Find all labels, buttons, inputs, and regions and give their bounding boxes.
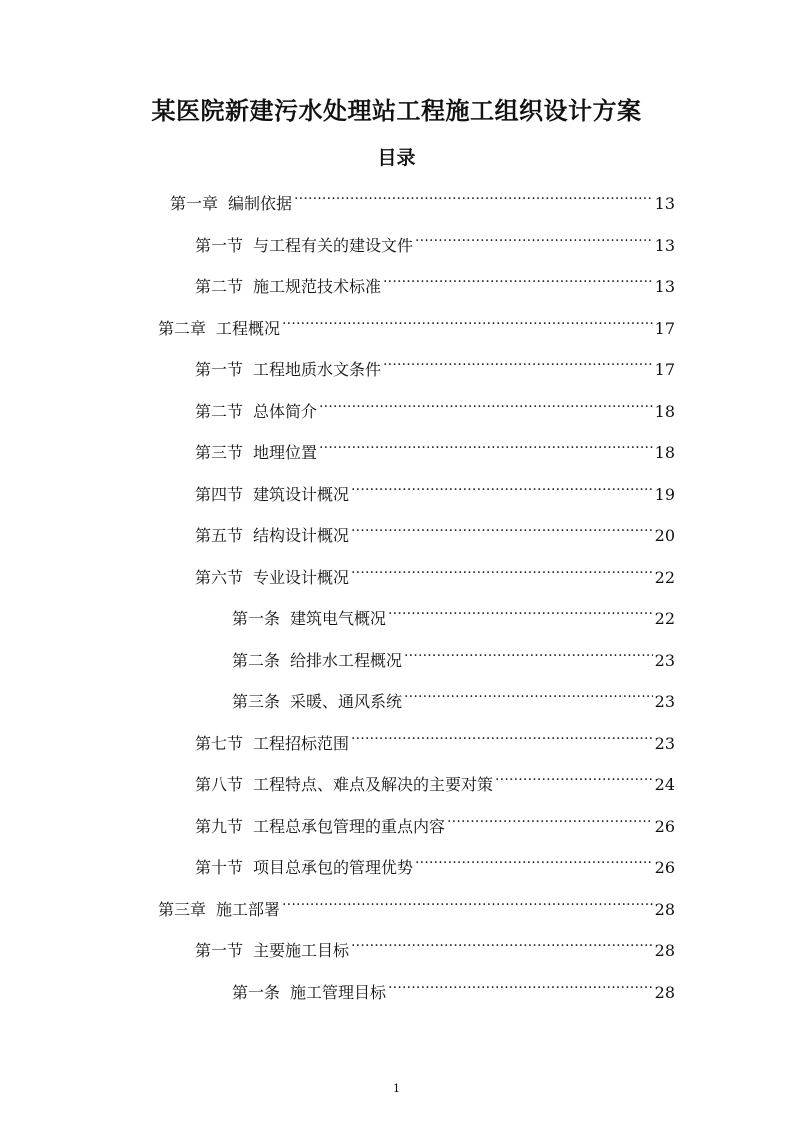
toc-heading: 目录 <box>377 147 416 169</box>
toc-leader-dots <box>383 270 653 292</box>
toc-entry-label: 第八节 <box>195 775 244 794</box>
toc-leader-dots <box>404 644 653 666</box>
toc-entry-page: 23 <box>654 734 675 753</box>
toc-entry-heading: 施工规范技术标准 <box>253 277 382 296</box>
toc-entry-label: 第一节 <box>195 941 244 960</box>
toc-entry[interactable] <box>158 893 675 921</box>
toc-entry-label: 第三条 <box>232 692 281 711</box>
toc-entry-page: 19 <box>654 485 675 504</box>
toc-leader-dots <box>351 519 653 541</box>
toc-entry-heading: 施工管理目标 <box>290 983 387 1002</box>
toc-entry[interactable] <box>195 436 675 464</box>
toc-entry-page: 28 <box>654 900 675 919</box>
toc-entry[interactable] <box>195 561 675 589</box>
toc-entry-label: 第十节 <box>195 858 244 877</box>
toc-entry-page: 13 <box>654 194 675 213</box>
toc-leader-dots <box>495 768 653 790</box>
toc-entry-page: 23 <box>654 651 675 670</box>
toc-entry[interactable] <box>195 851 675 879</box>
toc-leader-dots <box>351 934 653 956</box>
toc-entry[interactable] <box>195 519 675 547</box>
toc-entry-label: 第一章 <box>170 194 219 213</box>
toc-entry-page: 13 <box>654 277 675 296</box>
toc-entry-label: 第二章 <box>158 319 207 338</box>
toc-entry-page: 17 <box>654 360 675 379</box>
toc-entry-heading: 建筑电气概况 <box>290 609 387 628</box>
toc-entry-label: 第四节 <box>195 485 244 504</box>
toc-leader-dots <box>294 187 653 209</box>
toc-entry-page: 23 <box>654 692 675 711</box>
toc-leader-dots <box>351 561 653 583</box>
toc-entry[interactable] <box>195 395 675 423</box>
toc-entry-heading: 工程地质水文条件 <box>253 360 382 379</box>
toc-entry-label: 第一条 <box>232 983 281 1002</box>
toc-entry-heading: 工程概况 <box>216 319 281 338</box>
toc-entry-heading: 工程总承包管理的重点内容 <box>253 817 446 836</box>
toc-entry-label: 第五节 <box>195 526 244 545</box>
toc-entry-page: 24 <box>654 775 675 794</box>
toc-entry-label: 第九节 <box>195 817 244 836</box>
document-title: 某医院新建污水处理站工程施工组织设计方案 <box>151 97 642 125</box>
toc-entry-heading: 工程特点、难点及解决的主要对策 <box>253 775 494 794</box>
toc-leader-dots <box>415 851 653 873</box>
toc-entry-label: 第三章 <box>158 900 207 919</box>
toc-entry-heading: 地理位置 <box>253 443 318 462</box>
toc-entry-page: 17 <box>654 319 675 338</box>
toc-entry-label: 第七节 <box>195 734 244 753</box>
toc-leader-dots <box>319 436 653 458</box>
toc-entry-label: 第一节 <box>195 236 244 255</box>
toc-entry[interactable] <box>232 644 675 672</box>
toc-entry[interactable] <box>195 934 675 962</box>
toc-entry-page: 18 <box>654 443 675 462</box>
toc-entry-page: 18 <box>654 402 675 421</box>
toc-entry-page: 22 <box>654 568 675 587</box>
toc-entry[interactable] <box>195 478 675 506</box>
toc-entry-page: 13 <box>654 236 675 255</box>
toc-leader-dots <box>282 893 653 915</box>
toc-leader-dots <box>447 810 653 832</box>
toc-leader-dots <box>383 353 653 375</box>
toc-entry[interactable] <box>195 810 675 838</box>
toc-entry[interactable] <box>232 976 675 1004</box>
toc-entry-label: 第一节 <box>195 360 244 379</box>
toc-entry-heading: 总体简介 <box>253 402 318 421</box>
toc-entry-heading: 编制依据 <box>228 194 293 213</box>
toc-entry-heading: 项目总承包的管理优势 <box>253 858 414 877</box>
toc-entry-page: 28 <box>654 983 675 1002</box>
toc-leader-dots <box>404 685 653 707</box>
toc-leader-dots <box>319 395 653 417</box>
toc-entry-heading: 给排水工程概况 <box>290 651 403 670</box>
toc-entry-page: 26 <box>654 858 675 877</box>
toc-entry[interactable] <box>170 187 675 215</box>
toc-entry-heading: 与工程有关的建设文件 <box>253 236 414 255</box>
toc-entry[interactable] <box>195 353 675 381</box>
toc-entry-page: 20 <box>654 526 675 545</box>
toc-leader-dots <box>388 976 653 998</box>
toc-leader-dots <box>388 602 653 624</box>
toc-entry-heading: 专业设计概况 <box>253 568 350 587</box>
toc-entry-heading: 主要施工目标 <box>253 941 350 960</box>
toc-leader-dots <box>351 727 653 749</box>
toc-entry[interactable] <box>232 685 675 713</box>
toc-entry-label: 第二条 <box>232 651 281 670</box>
toc-leader-dots <box>351 478 653 500</box>
toc-leader-dots <box>282 312 653 334</box>
toc-leader-dots <box>415 229 653 251</box>
toc-entry-page: 26 <box>654 817 675 836</box>
toc-entry[interactable] <box>195 727 675 755</box>
toc-entry[interactable] <box>195 229 675 257</box>
toc-entry-page: 22 <box>654 609 675 628</box>
toc-entry[interactable] <box>195 768 675 796</box>
toc-entry-label: 第六节 <box>195 568 244 587</box>
toc-entry-label: 第三节 <box>195 443 244 462</box>
toc-entry[interactable] <box>195 270 675 298</box>
toc-entry-page: 28 <box>654 941 675 960</box>
toc-entry-heading: 采暖、通风系统 <box>290 692 403 711</box>
toc-entry[interactable] <box>158 312 675 340</box>
toc-entry-label: 第一条 <box>232 609 281 628</box>
toc-entry-label: 第二节 <box>195 277 244 296</box>
toc-entry-label: 第二节 <box>195 402 244 421</box>
toc-entry-heading: 施工部署 <box>216 900 281 919</box>
toc-entry-heading: 结构设计概况 <box>253 526 350 545</box>
toc-entry[interactable] <box>232 602 675 630</box>
page-number: 1 <box>393 1082 400 1095</box>
toc-entry-heading: 建筑设计概况 <box>253 485 350 504</box>
toc-entry-heading: 工程招标范围 <box>253 734 350 753</box>
